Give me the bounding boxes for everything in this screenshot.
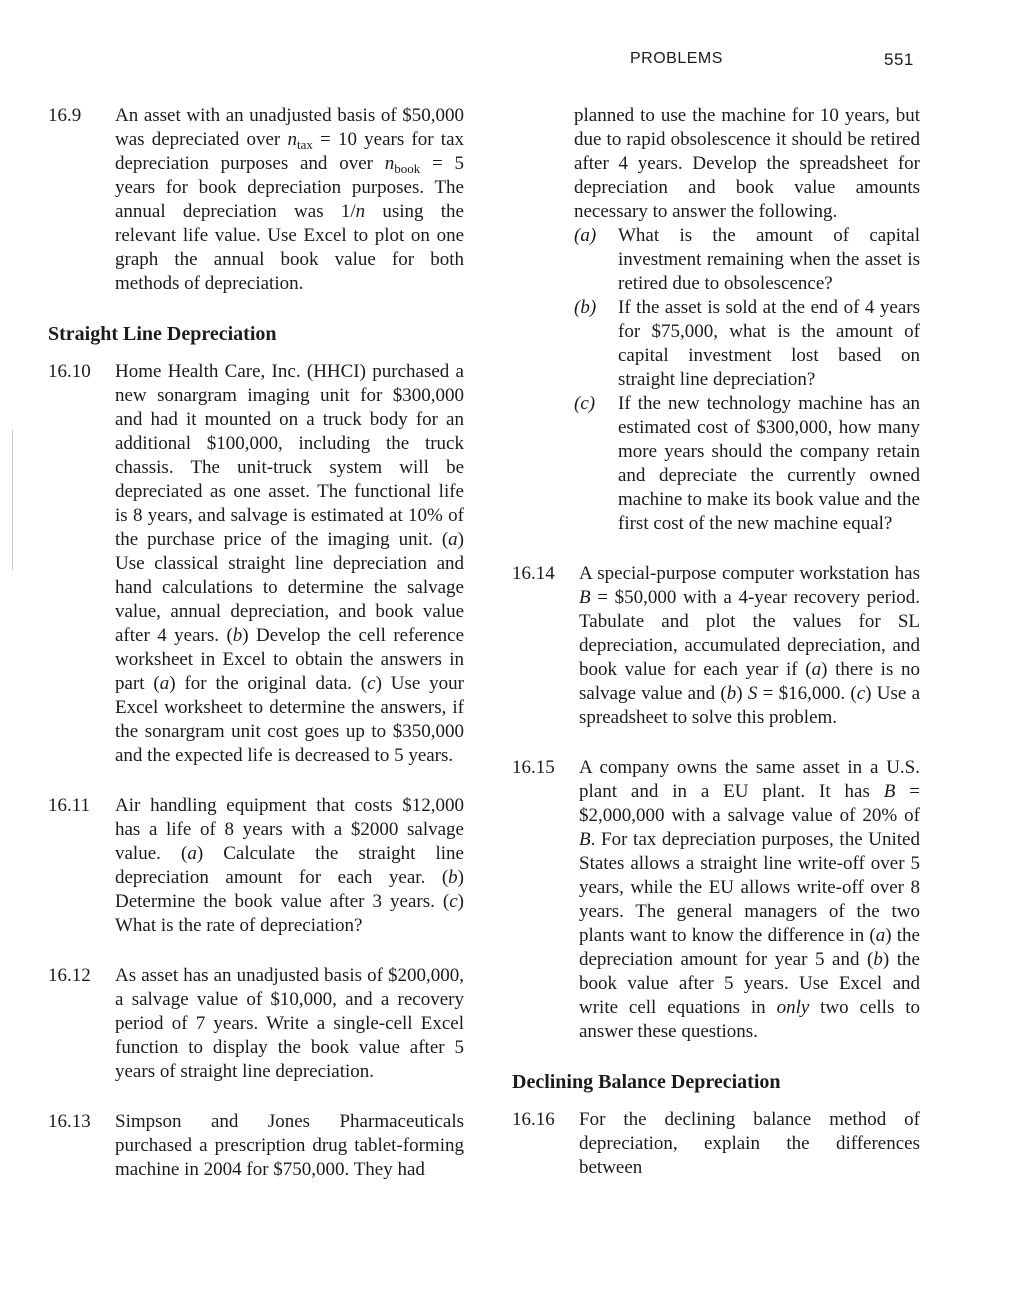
problem-16-14 — [512, 562, 920, 730]
part-label: (a) — [574, 225, 597, 246]
problem-16-16 — [512, 1108, 920, 1180]
problem-number: 16.16 — [512, 1109, 555, 1130]
problem-number: 16.11 — [48, 795, 91, 816]
part-a — [574, 224, 920, 296]
problem-text: As asset has an unadjusted basis of $200,000, a salvage value of $10,000, and a recovery period of 7 years. Write a single-cell Excel function to display the book value after 5 years of straight line depreciation. — [115, 965, 464, 1082]
problem-number: 16.14 — [512, 563, 555, 584]
problem-16-9 — [48, 104, 464, 296]
problem-16-10 — [48, 360, 464, 768]
part-text: If the asset is sold at the end of 4 years for $75,000, what is the amount of capital investment lost based on straight line depreciation? — [618, 297, 920, 390]
problem-number: 16.15 — [512, 757, 555, 778]
problem-number: 16.9 — [48, 105, 82, 126]
problem-text: Simpson and Jones Pharmaceuticals purchased a prescription drug tablet-forming machine in 2004 for $750,000. They had — [115, 1111, 464, 1180]
problem-text: A special-purpose computer workstation has B = $50,000 with a 4-year recovery period. Tabulate and plot the values for SL depreciation, accumulated depreciation, and book value for each year if (a) there is no salvage value and (b) S = $16,000. (c) Use a spreadsheet to solve this problem. — [579, 563, 921, 728]
problem-number: 16.13 — [48, 1111, 91, 1132]
problem-16-11 — [48, 794, 464, 938]
problem-text: An asset with an unadjusted basis of $50,000 was depreciated over $n_{tax} = 10$ years for tax depreciation purposes and over $n_{book} = 5$ years for book depreciation purposes. The annual depreciation was 1/n using the relevant life value. Use Excel to plot on one graph the annual book value for both methods of depreciation. — [115, 105, 464, 294]
section-heading-straight-line: Straight Line Depreciation — [48, 323, 277, 345]
problem-16-13-continued: planned to use the machine for 10 years, but due to rapid obsolescence it should be retired after 4 years. Develop the spreadsheet for depreciation and book value amounts necessary to answer the following. — [574, 105, 920, 222]
problem-text: Air handling equipment that costs $12,000 has a life of 8 years with a $2000 salvage value. (a) Calculate the straight line depreciation amount for each year. (b) Determine the book value after 3 years. (c) What is the rate of depreciation? — [115, 795, 464, 936]
problem-16-13 — [48, 1110, 464, 1182]
problem-number: 16.12 — [48, 965, 91, 986]
part-text: What is the amount of capital investment remaining when the asset is retired due to obsolescence? — [618, 225, 920, 294]
left-column — [48, 104, 464, 1208]
running-title: PROBLEMS — [630, 50, 723, 67]
page-header — [0, 50, 1036, 80]
page-number: 551 — [884, 50, 914, 69]
problem-number: 16.10 — [48, 361, 91, 382]
problem-text: Home Health Care, Inc. (HHCI) purchased a new sonargram imaging unit for $300,000 and had it mounted on a truck body for an additional $100,000, including the truck chassis. The unit-truck system will be depreciated as one asset. The functional life is 8 years, and salvage is estimated at 10% of the purchase price of the imaging unit. (a) Use classical straight line depreciation and hand calculations to determine the salvage value, annual depreciation, and book value after 4 years. (b) Develop the cell reference worksheet in Excel to obtain the answers in part (a) for the original data. (c) Use your Excel worksheet to determine the answers, if the sonargram unit cost goes up to $350,000 and the expected life is decreased to 5 years. — [115, 361, 465, 766]
part-b — [574, 296, 920, 392]
part-label: (b) — [574, 297, 597, 318]
problem-16-12 — [48, 964, 464, 1084]
problem-16-13-parts — [574, 224, 920, 536]
part-label: (c) — [574, 393, 596, 414]
problem-text: For the declining balance method of depreciation, explain the differences between — [579, 1109, 920, 1178]
part-text: If the new technology machine has an estimated cost of $300,000, how many more years should the company retain and depreciate the currently owned machine to make its book value and the first cost of the new machine equal? — [618, 393, 920, 534]
part-c — [574, 392, 920, 536]
right-column — [512, 104, 920, 1206]
scan-edge-mark — [12, 430, 13, 570]
problem-text: A company owns the same asset in a U.S. plant and in a EU plant. It has B = $2,000,000 with a salvage value of 20% of B. For tax depreciation purposes, the United States allows a straight line write-off over 5 years, while the EU allows write-off over 8 years. The general managers of the two plants want to know the difference in (a) the depreciation amount for year 5 and (b) the book value after 5 years. Use Excel and write cell equations in only two cells to answer these questions. — [579, 757, 920, 1042]
section-heading-declining-balance: Declining Balance Depreciation — [512, 1071, 781, 1093]
problem-16-15 — [512, 756, 920, 1044]
